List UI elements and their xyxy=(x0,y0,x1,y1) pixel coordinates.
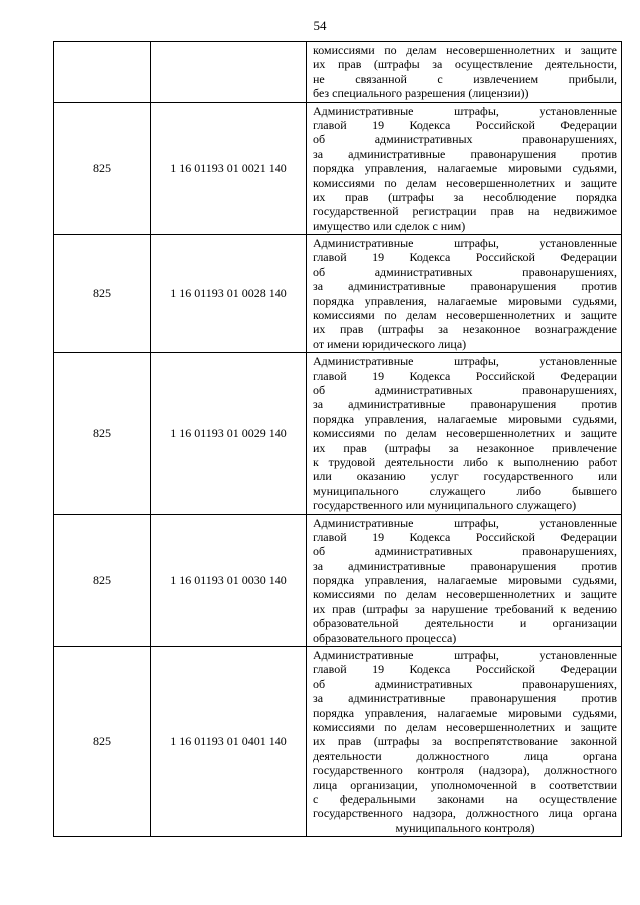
description-line: их прав (штрафы за незаконное привлечение xyxy=(313,440,617,455)
budget-classification-code-cell: 1 16 01193 01 0401 140 xyxy=(151,647,307,837)
description-line: или оказанию услуг государственного или xyxy=(313,469,617,484)
description-line: порядка управления, налагаемые мировыми судьями, xyxy=(313,411,617,426)
description-line: главой 19 Кодекса Российской Федерации xyxy=(313,250,617,265)
description-line: за административные правонарушения против xyxy=(313,558,617,573)
description-line: образовательного процесса) xyxy=(313,630,457,645)
description-line: государственного или муниципального служащего) xyxy=(313,498,577,513)
income-description-cell xyxy=(307,514,622,647)
description-line: Административные штрафы, установленные xyxy=(313,648,617,663)
description-line: комиссиями по делам несовершеннолетних и защите xyxy=(313,426,617,441)
description-line: порядка управления, налагаемые мировыми судьями, xyxy=(313,293,617,308)
description-line: главой 19 Кодекса Российской Федерации xyxy=(313,117,617,132)
description-line: порядка управления, налагаемые мировыми судьями, xyxy=(313,573,617,588)
description-line: государственного надзора, должностного лица органа xyxy=(313,806,617,821)
description-line: их прав (штрафы за воспрепятствование законной xyxy=(313,734,617,749)
description-line: Административные штрафы, установленные xyxy=(313,354,617,369)
description-line: за административные правонарушения против xyxy=(313,279,617,294)
description-line: без специального разрешения (лицензии)) xyxy=(313,86,529,101)
description-line: за административные правонарушения против xyxy=(313,691,617,706)
description-line: об административных правонарушениях, xyxy=(313,132,617,147)
description-line: деятельности должностного лица органа xyxy=(313,748,617,763)
description-line: комиссиями по делам несовершеннолетних и защите xyxy=(313,587,617,602)
table-row xyxy=(54,514,622,647)
description-line: от имени юридического лица) xyxy=(313,336,467,351)
administrator-code-cell xyxy=(54,42,151,103)
description-line: их прав (штрафы за незаконное вознаграждение xyxy=(313,322,617,337)
description-line: муниципального служащего либо бывшего xyxy=(313,483,617,498)
budget-classification-code-cell xyxy=(151,42,307,103)
description-line: их прав (штрафы за осуществление деятельности, xyxy=(313,57,617,72)
description-line: за административные правонарушения против xyxy=(313,397,617,412)
description-line: к трудовой деятельности либо к выполнению работ xyxy=(313,454,617,469)
description-line: об административных правонарушениях, xyxy=(313,544,617,559)
description-line: главой 19 Кодекса Российской Федерации xyxy=(313,529,617,544)
table-row xyxy=(54,235,622,353)
description-line: комиссиями по делам несовершеннолетних и защите xyxy=(313,308,617,323)
description-line: с федеральными законами на осуществление xyxy=(313,791,617,806)
description-line: порядка управления, налагаемые мировыми судьями, xyxy=(313,705,617,720)
description-line: главой 19 Кодекса Российской Федерации xyxy=(313,662,617,677)
description-line: комиссиями по делам несовершеннолетних и защите xyxy=(313,719,617,734)
income-description-cell xyxy=(307,353,622,514)
description-line: об административных правонарушениях, xyxy=(313,382,617,397)
page-number: 54 xyxy=(313,18,327,33)
income-description-cell xyxy=(307,647,622,837)
administrator-code-cell: 825 xyxy=(54,235,151,353)
administrator-code-cell: 825 xyxy=(54,102,151,235)
administrator-code-cell: 825 xyxy=(54,514,151,647)
description-line: Административные штрафы, установленные xyxy=(313,515,617,530)
income-description-cell xyxy=(307,42,622,103)
description-line: главой 19 Кодекса Российской Федерации xyxy=(313,368,617,383)
table-row xyxy=(54,647,622,837)
administrator-code-cell: 825 xyxy=(54,353,151,514)
table-row xyxy=(54,42,622,103)
income-description-cell xyxy=(307,102,622,235)
description-line: за административные правонарушения против xyxy=(313,146,617,161)
description-line: комиссиями по делам несовершеннолетних и защите xyxy=(313,43,617,57)
income-description-cell xyxy=(307,235,622,353)
table-row xyxy=(54,102,622,235)
table-row xyxy=(54,353,622,514)
description-line: их прав (штрафы за несоблюдение порядка xyxy=(313,189,617,204)
description-line: государственной регистрации прав на недвижимое xyxy=(313,204,617,219)
description-line: не связанной с извлечением прибыли, xyxy=(313,71,617,86)
budget-classification-code-cell: 1 16 01193 01 0021 140 xyxy=(151,102,307,235)
description-line: муниципального контроля) xyxy=(395,820,535,835)
description-line: их прав (штрафы за нарушение требований к ведению xyxy=(313,601,617,616)
description-line: об административных правонарушениях, xyxy=(313,676,617,691)
budget-codes-table xyxy=(53,41,622,837)
description-line: государственного контроля (надзора), должностного xyxy=(313,763,617,778)
description-line: Административные штрафы, установленные xyxy=(313,236,617,251)
description-line: Административные штрафы, установленные xyxy=(313,103,617,118)
description-line: порядка управления, налагаемые мировыми судьями, xyxy=(313,161,617,176)
description-line: лица организации, уполномоченной в соответствии xyxy=(313,777,617,792)
administrator-code-cell: 825 xyxy=(54,647,151,837)
description-line: имущество или сделок с ним) xyxy=(313,218,466,233)
budget-classification-code-cell: 1 16 01193 01 0030 140 xyxy=(151,514,307,647)
budget-classification-code-cell: 1 16 01193 01 0028 140 xyxy=(151,235,307,353)
description-line: об административных правонарушениях, xyxy=(313,264,617,279)
description-line: комиссиями по делам несовершеннолетних и защите xyxy=(313,175,617,190)
budget-classification-code-cell: 1 16 01193 01 0029 140 xyxy=(151,353,307,514)
description-line: образовательной деятельности и организации xyxy=(313,616,617,631)
